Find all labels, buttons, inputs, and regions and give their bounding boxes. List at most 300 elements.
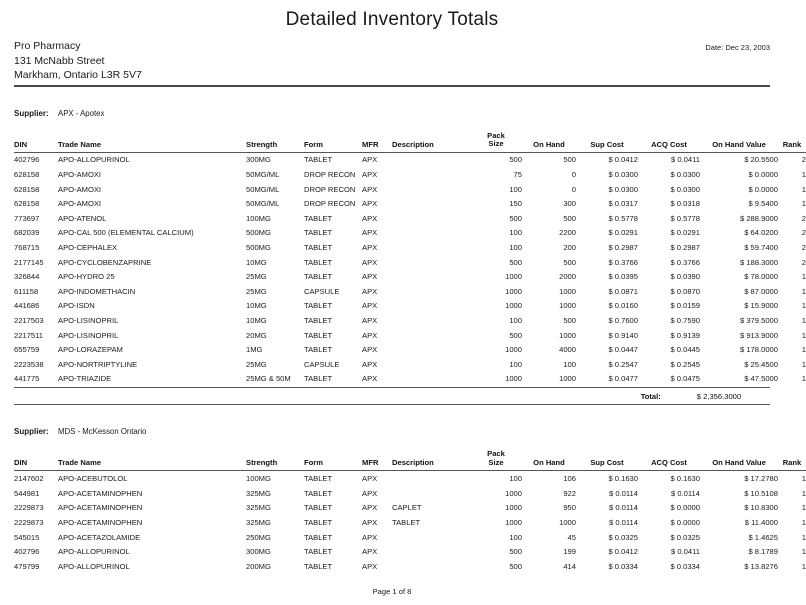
- cell-trade-name: APO-ALLOPURINOL: [58, 155, 130, 165]
- cell-sup-cost: $ 0.0334: [608, 561, 638, 571]
- cell-din: 2229873: [14, 517, 44, 527]
- inventory-table: [14, 450, 806, 573]
- column-header-acq-cost: ACQ Cost: [638, 132, 700, 153]
- cell-on-hand-value: $ 10.8300: [744, 503, 778, 513]
- cell-on-hand: 106: [563, 474, 576, 484]
- cell-acq-cost: $ 0.1630: [670, 474, 700, 484]
- cell-din: 441686: [14, 301, 40, 311]
- cell-trade-name: APO-ALLOPURINOL: [58, 547, 130, 557]
- cell-pack-size: 1000: [505, 488, 522, 498]
- cell-trade-name: APO-LORAZEPAM: [58, 345, 123, 355]
- cell-acq-cost: $ 0.9139: [670, 330, 700, 340]
- cell-strength: 325MG: [246, 488, 271, 498]
- cell-sup-cost: $ 0.2987: [608, 243, 638, 253]
- cell-on-hand-value: $ 0.0000: [748, 184, 778, 194]
- cell-sup-cost: $ 0.0300: [608, 170, 638, 180]
- cell-mfr: APX: [362, 374, 378, 384]
- cell-pack-size: 100: [509, 184, 522, 194]
- cell-acq-cost: $ 0.0300: [670, 184, 700, 194]
- cell-sup-cost: $ 0.2547: [608, 359, 638, 369]
- cell-acq-cost: $ 0.0000: [670, 503, 700, 513]
- cell-acq-cost: $ 0.0334: [670, 561, 700, 571]
- cell-pack-size: 1000: [505, 272, 522, 282]
- cell-mfr: APX: [362, 488, 378, 498]
- cell-description: [392, 284, 470, 299]
- cell-din: 768715: [14, 243, 40, 253]
- cell-rank: 1: [801, 547, 806, 557]
- cell-mfr: APX: [362, 257, 378, 267]
- cell-rank: 1: [801, 272, 806, 282]
- cell-rank: 1: [801, 286, 806, 296]
- column-header-rank: Rank: [778, 132, 806, 153]
- cell-form: TABLET: [304, 228, 333, 238]
- cell-description: [392, 240, 470, 255]
- cell-on-hand: 1000: [559, 330, 576, 340]
- cell-mfr: APX: [362, 561, 378, 571]
- cell-acq-cost: $ 0.0291: [670, 228, 700, 238]
- cell-acq-cost: $ 0.0114: [671, 488, 700, 498]
- cell-on-hand: 500: [563, 155, 576, 165]
- cell-mfr: APX: [362, 243, 378, 253]
- cell-on-hand: 414: [563, 561, 576, 571]
- cell-din: 2147602: [14, 474, 44, 484]
- cell-rank: 1: [801, 374, 806, 384]
- column-header-sup-cost: Sup Cost: [576, 132, 638, 153]
- cell-trade-name: APO-ACETAZOLAMIDE: [58, 532, 141, 542]
- table-row: [14, 182, 806, 197]
- cell-rank: 1: [801, 561, 806, 571]
- cell-on-hand-value: $ 8.1789: [748, 547, 778, 557]
- cell-mfr: APX: [362, 184, 378, 194]
- cell-on-hand-value: $ 288.9000: [739, 213, 778, 223]
- cell-description: [392, 299, 470, 314]
- cell-sup-cost: $ 0.0412: [608, 155, 638, 165]
- cell-sup-cost: $ 0.9140: [608, 330, 638, 340]
- cell-rank: 1: [801, 345, 806, 355]
- cell-pack-size: 150: [509, 199, 522, 209]
- cell-din: 326844: [14, 272, 40, 282]
- cell-sup-cost: $ 0.0160: [608, 301, 638, 311]
- cell-on-hand-value: $ 13.8276: [744, 561, 778, 571]
- cell-acq-cost: $ 0.2987: [670, 243, 700, 253]
- cell-on-hand: 4000: [559, 345, 576, 355]
- inventory-table: [14, 132, 806, 387]
- cell-on-hand: 1000: [559, 517, 576, 527]
- cell-description: TABLET: [392, 517, 421, 527]
- cell-din: 545015: [14, 532, 40, 542]
- table-header-row: [14, 132, 806, 153]
- cell-trade-name: APO-NORTRIPTYLINE: [58, 359, 138, 369]
- cell-trade-name: APO-AMOXI: [58, 199, 102, 209]
- cell-strength: 250MG: [246, 532, 271, 542]
- cell-mfr: APX: [362, 272, 378, 282]
- cell-mfr: APX: [362, 345, 378, 355]
- cell-acq-cost: $ 0.0325: [670, 532, 700, 542]
- table-row: [14, 167, 806, 182]
- cell-mfr: APX: [362, 503, 378, 513]
- page-footer: Page 1 of 8: [372, 587, 412, 596]
- cell-sup-cost: $ 0.1630: [608, 474, 638, 484]
- column-header-din: DIN: [14, 132, 58, 153]
- cell-din: 2217503: [14, 316, 44, 326]
- cell-form: TABLET: [304, 213, 333, 223]
- column-header-pack-size: [470, 132, 522, 153]
- column-header-form: Form: [304, 450, 362, 471]
- pack-size-line2: Size: [488, 457, 504, 467]
- column-header-on-hand: On Hand: [522, 450, 576, 471]
- cell-sup-cost: $ 0.0325: [608, 532, 638, 542]
- cell-pack-size: 1000: [505, 503, 522, 513]
- column-header-rank: Rank: [778, 450, 806, 471]
- cell-strength: 25MG: [246, 359, 267, 369]
- pharmacy-city-line: Markham, Ontario L3R 5V7: [14, 69, 142, 81]
- pack-size-line1: Pack: [487, 449, 505, 459]
- cell-form: TABLET: [304, 503, 333, 513]
- cell-strength: 20MG: [246, 330, 267, 340]
- cell-trade-name: APO-ISDN: [58, 301, 95, 311]
- column-header-on-hand-value: On Hand Value: [700, 132, 778, 153]
- cell-on-hand: 500: [563, 257, 576, 267]
- cell-on-hand: 500: [563, 213, 576, 223]
- table-row: [14, 559, 806, 574]
- cell-description: [392, 544, 470, 559]
- cell-acq-cost: $ 0.5778: [670, 213, 700, 223]
- cell-mfr: APX: [362, 301, 378, 311]
- cell-form: TABLET: [304, 532, 333, 542]
- cell-rank: 1: [801, 488, 806, 498]
- total-label: Total:: [640, 391, 661, 401]
- cell-mfr: APX: [362, 330, 378, 340]
- cell-pack-size: 500: [509, 330, 522, 340]
- cell-description: [392, 471, 470, 486]
- cell-strength: 50MG/ML: [246, 199, 280, 209]
- table-row: [14, 255, 806, 270]
- cell-pack-size: 100: [509, 228, 522, 238]
- cell-din: 544981: [14, 488, 40, 498]
- cell-strength: 25MG: [246, 286, 267, 296]
- cell-form: TABLET: [304, 272, 333, 282]
- cell-pack-size: 100: [509, 532, 522, 542]
- cell-acq-cost: $ 0.0870: [670, 286, 700, 296]
- cell-sup-cost: $ 0.0114: [609, 517, 638, 527]
- cell-pack-size: 100: [509, 359, 522, 369]
- table-row: [14, 357, 806, 372]
- table-row: [14, 328, 806, 343]
- cell-on-hand-value: $ 178.0000: [739, 345, 778, 355]
- cell-sup-cost: $ 0.0477: [608, 374, 638, 384]
- cell-on-hand: 199: [563, 547, 576, 557]
- cell-description: [392, 559, 470, 574]
- cell-on-hand-value: $ 1.4625: [748, 532, 778, 542]
- cell-acq-cost: $ 0.0411: [671, 155, 700, 165]
- supplier-label: Supplier:: [14, 427, 49, 437]
- cell-form: CAPSULE: [304, 286, 340, 296]
- cell-pack-size: 500: [509, 561, 522, 571]
- cell-rank: 2: [801, 228, 806, 238]
- cell-din: 682039: [14, 228, 40, 238]
- cell-rank: 1: [801, 301, 806, 311]
- cell-acq-cost: $ 0.7590: [670, 316, 700, 326]
- cell-din: 2217511: [14, 330, 43, 340]
- cell-mfr: APX: [362, 474, 378, 484]
- cell-on-hand: 300: [563, 199, 576, 209]
- column-header-acq-cost: ACQ Cost: [638, 450, 700, 471]
- cell-din: 402796: [14, 155, 40, 165]
- pharmacy-name: Pro Pharmacy: [14, 40, 81, 52]
- column-header-din: DIN: [14, 450, 58, 471]
- cell-on-hand-value: $ 0.0000: [748, 170, 778, 180]
- column-header-description: Description: [392, 132, 470, 153]
- table-row: [14, 342, 806, 357]
- cell-acq-cost: $ 0.0390: [670, 272, 700, 282]
- cell-rank: 1: [801, 474, 806, 484]
- cell-form: TABLET: [304, 488, 333, 498]
- cell-description: [392, 255, 470, 270]
- supplier-line: [14, 427, 770, 436]
- supplier-label: Supplier:: [14, 108, 49, 118]
- supplier-section: [14, 108, 806, 406]
- table-row: [14, 486, 806, 501]
- cell-pack-size: 500: [509, 257, 522, 267]
- cell-acq-cost: $ 0.3766: [670, 257, 700, 267]
- cell-trade-name: APO-ATENOL: [58, 213, 107, 223]
- cell-strength: 1MG: [246, 345, 263, 355]
- column-header-pack-size: [470, 450, 522, 471]
- table-row: [14, 269, 806, 284]
- cell-din: 2177145: [14, 257, 44, 267]
- table-row: [14, 240, 806, 255]
- cell-mfr: APX: [362, 199, 378, 209]
- cell-acq-cost: $ 0.2545: [670, 359, 700, 369]
- cell-pack-size: 1000: [505, 374, 522, 384]
- cell-rank: 1: [801, 359, 806, 369]
- supplier-name: APX - Apotex: [58, 108, 105, 118]
- pharmacy-address: [14, 39, 142, 83]
- cell-trade-name: APO-AMOXI: [58, 170, 102, 180]
- cell-rank: 1: [801, 316, 806, 326]
- cell-rank: 1: [801, 184, 806, 194]
- cell-on-hand-value: $ 59.7400: [744, 243, 778, 253]
- cell-mfr: APX: [362, 155, 378, 165]
- cell-form: TABLET: [304, 517, 333, 527]
- cell-on-hand-value: $ 11.4000: [744, 517, 778, 527]
- column-header-trade-name: Trade Name: [58, 132, 246, 153]
- cell-strength: 200MG: [246, 561, 271, 571]
- cell-pack-size: 1000: [505, 301, 522, 311]
- column-header-mfr: MFR: [362, 132, 392, 153]
- table-row: [14, 196, 806, 211]
- table-row: [14, 152, 806, 167]
- cell-pack-size: 100: [509, 474, 522, 484]
- total-spacer: [14, 388, 597, 404]
- cell-sup-cost: $ 0.5778: [608, 213, 638, 223]
- cell-strength: 50MG/ML: [246, 170, 280, 180]
- supplier-section: [14, 427, 806, 573]
- cell-pack-size: 100: [509, 316, 522, 326]
- cell-trade-name: APO-ALLOPURINOL: [58, 561, 130, 571]
- cell-rank: 2: [801, 155, 806, 165]
- cell-on-hand-value: $ 20.5500: [744, 155, 778, 165]
- cell-strength: 300MG: [246, 547, 271, 557]
- cell-description: [392, 486, 470, 501]
- cell-din: 402796: [14, 547, 40, 557]
- cell-sup-cost: $ 0.0447: [608, 345, 638, 355]
- cell-trade-name: APO-ACETAMINOPHEN: [58, 503, 143, 513]
- cell-pack-size: 500: [509, 547, 522, 557]
- page-title: Detailed Inventory Totals: [285, 9, 499, 30]
- table-row: [14, 284, 806, 299]
- cell-din: 628158: [14, 199, 40, 209]
- cell-on-hand: 1000: [559, 301, 576, 311]
- cell-description: CAPLET: [392, 503, 422, 513]
- cell-rank: 1: [801, 330, 806, 340]
- cell-form: DROP RECON: [304, 199, 356, 209]
- cell-on-hand: 0: [571, 184, 576, 194]
- cell-form: TABLET: [304, 257, 333, 267]
- cell-form: TABLET: [304, 374, 333, 384]
- cell-trade-name: APO-LISINOPRIL: [58, 330, 119, 340]
- cell-description: [392, 328, 470, 343]
- cell-description: [392, 226, 470, 241]
- cell-trade-name: APO-CYCLOBENZAPRINE: [58, 257, 152, 267]
- cell-din: 441775: [14, 374, 40, 384]
- cell-sup-cost: $ 0.0395: [608, 272, 638, 282]
- cell-din: 628158: [14, 184, 40, 194]
- cell-description: [392, 167, 470, 182]
- cell-pack-size: 1000: [505, 345, 522, 355]
- cell-form: TABLET: [304, 155, 333, 165]
- table-header-row: [14, 450, 806, 471]
- cell-acq-cost: $ 0.0411: [671, 547, 700, 557]
- cell-trade-name: APO-ACETAMINOPHEN: [58, 488, 143, 498]
- table-row: [14, 501, 806, 516]
- cell-strength: 325MG: [246, 503, 271, 513]
- column-header-description: Description: [392, 450, 470, 471]
- cell-on-hand: 2200: [559, 228, 576, 238]
- cell-din: 628158: [14, 170, 40, 180]
- cell-acq-cost: $ 0.0445: [670, 345, 700, 355]
- cell-pack-size: 1000: [505, 286, 522, 296]
- cell-rank: 1: [801, 532, 806, 542]
- table-row: [14, 372, 806, 387]
- table-row: [14, 226, 806, 241]
- cell-din: 479799: [14, 561, 40, 571]
- cell-on-hand: 2000: [559, 272, 576, 282]
- cell-description: [392, 342, 470, 357]
- cell-mfr: APX: [362, 517, 378, 527]
- cell-on-hand: 1000: [559, 374, 576, 384]
- cell-on-hand: 950: [563, 503, 576, 513]
- total-rank-spacer: [741, 388, 770, 404]
- pack-size-line2: Size: [488, 139, 504, 149]
- cell-pack-size: 1000: [505, 517, 522, 527]
- cell-mfr: APX: [362, 532, 378, 542]
- cell-strength: 500MG: [246, 243, 271, 253]
- cell-pack-size: 500: [509, 155, 522, 165]
- cell-form: TABLET: [304, 561, 333, 571]
- cell-trade-name: APO-INDOMETHACIN: [58, 286, 136, 296]
- cell-on-hand: 200: [563, 243, 576, 253]
- cell-on-hand-value: $ 87.0000: [744, 286, 778, 296]
- cell-trade-name: APO-HYDRO 25: [58, 272, 115, 282]
- column-header-strength: Strength: [246, 132, 304, 153]
- cell-form: TABLET: [304, 474, 333, 484]
- cell-on-hand-value: $ 10.5108: [744, 488, 778, 498]
- cell-on-hand-value: $ 78.0000: [744, 272, 778, 282]
- column-header-sup-cost: Sup Cost: [576, 450, 638, 471]
- column-header-strength: Strength: [246, 450, 304, 471]
- column-header-on-hand: On Hand: [522, 132, 576, 153]
- cell-form: DROP RECON: [304, 184, 356, 194]
- cell-sup-cost: $ 0.0317: [608, 199, 638, 209]
- cell-sup-cost: $ 0.3766: [608, 257, 638, 267]
- cell-mfr: APX: [362, 170, 378, 180]
- cell-on-hand-value: $ 25.4500: [744, 359, 778, 369]
- cell-sup-cost: $ 0.0114: [609, 503, 638, 513]
- cell-strength: 50MG/ML: [246, 184, 280, 194]
- column-header-form: Form: [304, 132, 362, 153]
- cell-trade-name: APO-CEPHALEX: [58, 243, 118, 253]
- cell-description: [392, 182, 470, 197]
- cell-strength: 10MG: [246, 316, 267, 326]
- cell-pack-size: 500: [509, 213, 522, 223]
- cell-on-hand-value: $ 15.9000: [744, 301, 778, 311]
- cell-description: [392, 211, 470, 226]
- cell-form: TABLET: [304, 547, 333, 557]
- cell-mfr: APX: [362, 213, 378, 223]
- cell-form: TABLET: [304, 301, 333, 311]
- cell-on-hand-value: $ 913.9000: [739, 330, 778, 340]
- cell-description: [392, 372, 470, 387]
- cell-rank: 1: [801, 199, 806, 209]
- cell-sup-cost: $ 0.0871: [608, 286, 638, 296]
- cell-strength: 100MG: [246, 213, 271, 223]
- cell-on-hand: 922: [563, 488, 576, 498]
- cell-trade-name: APO-ACEBUTOLOL: [58, 474, 128, 484]
- cell-mfr: APX: [362, 547, 378, 557]
- cell-rank: 1: [801, 517, 806, 527]
- table-row: [14, 544, 806, 559]
- cell-pack-size: 100: [509, 243, 522, 253]
- cell-on-hand-value: $ 64.0200: [744, 228, 778, 238]
- cell-strength: 10MG: [246, 301, 267, 311]
- pack-size-line1: Pack: [487, 130, 505, 140]
- cell-on-hand: 45: [567, 532, 576, 542]
- cell-form: TABLET: [304, 243, 333, 253]
- column-header-mfr: MFR: [362, 450, 392, 471]
- cell-on-hand: 0: [571, 170, 576, 180]
- cell-din: 2229873: [14, 503, 44, 513]
- cell-sup-cost: $ 0.0412: [608, 547, 638, 557]
- cell-strength: 25MG & 50M: [246, 374, 291, 384]
- header-divider: [14, 85, 770, 87]
- cell-description: [392, 313, 470, 328]
- cell-din: 611158: [14, 286, 39, 296]
- column-header-on-hand-value: On Hand Value: [700, 450, 778, 471]
- cell-strength: 25MG: [246, 272, 267, 282]
- table-row: [14, 471, 806, 486]
- cell-description: [392, 196, 470, 211]
- cell-description: [392, 152, 470, 167]
- supplier-line: [14, 109, 770, 118]
- cell-on-hand-value: $ 17.2780: [744, 474, 778, 484]
- cell-description: [392, 357, 470, 372]
- cell-trade-name: APO-AMOXI: [58, 184, 102, 194]
- cell-strength: 325MG: [246, 517, 271, 527]
- cell-rank: 2: [801, 213, 806, 223]
- cell-description: [392, 530, 470, 545]
- cell-rank: 2: [801, 243, 806, 253]
